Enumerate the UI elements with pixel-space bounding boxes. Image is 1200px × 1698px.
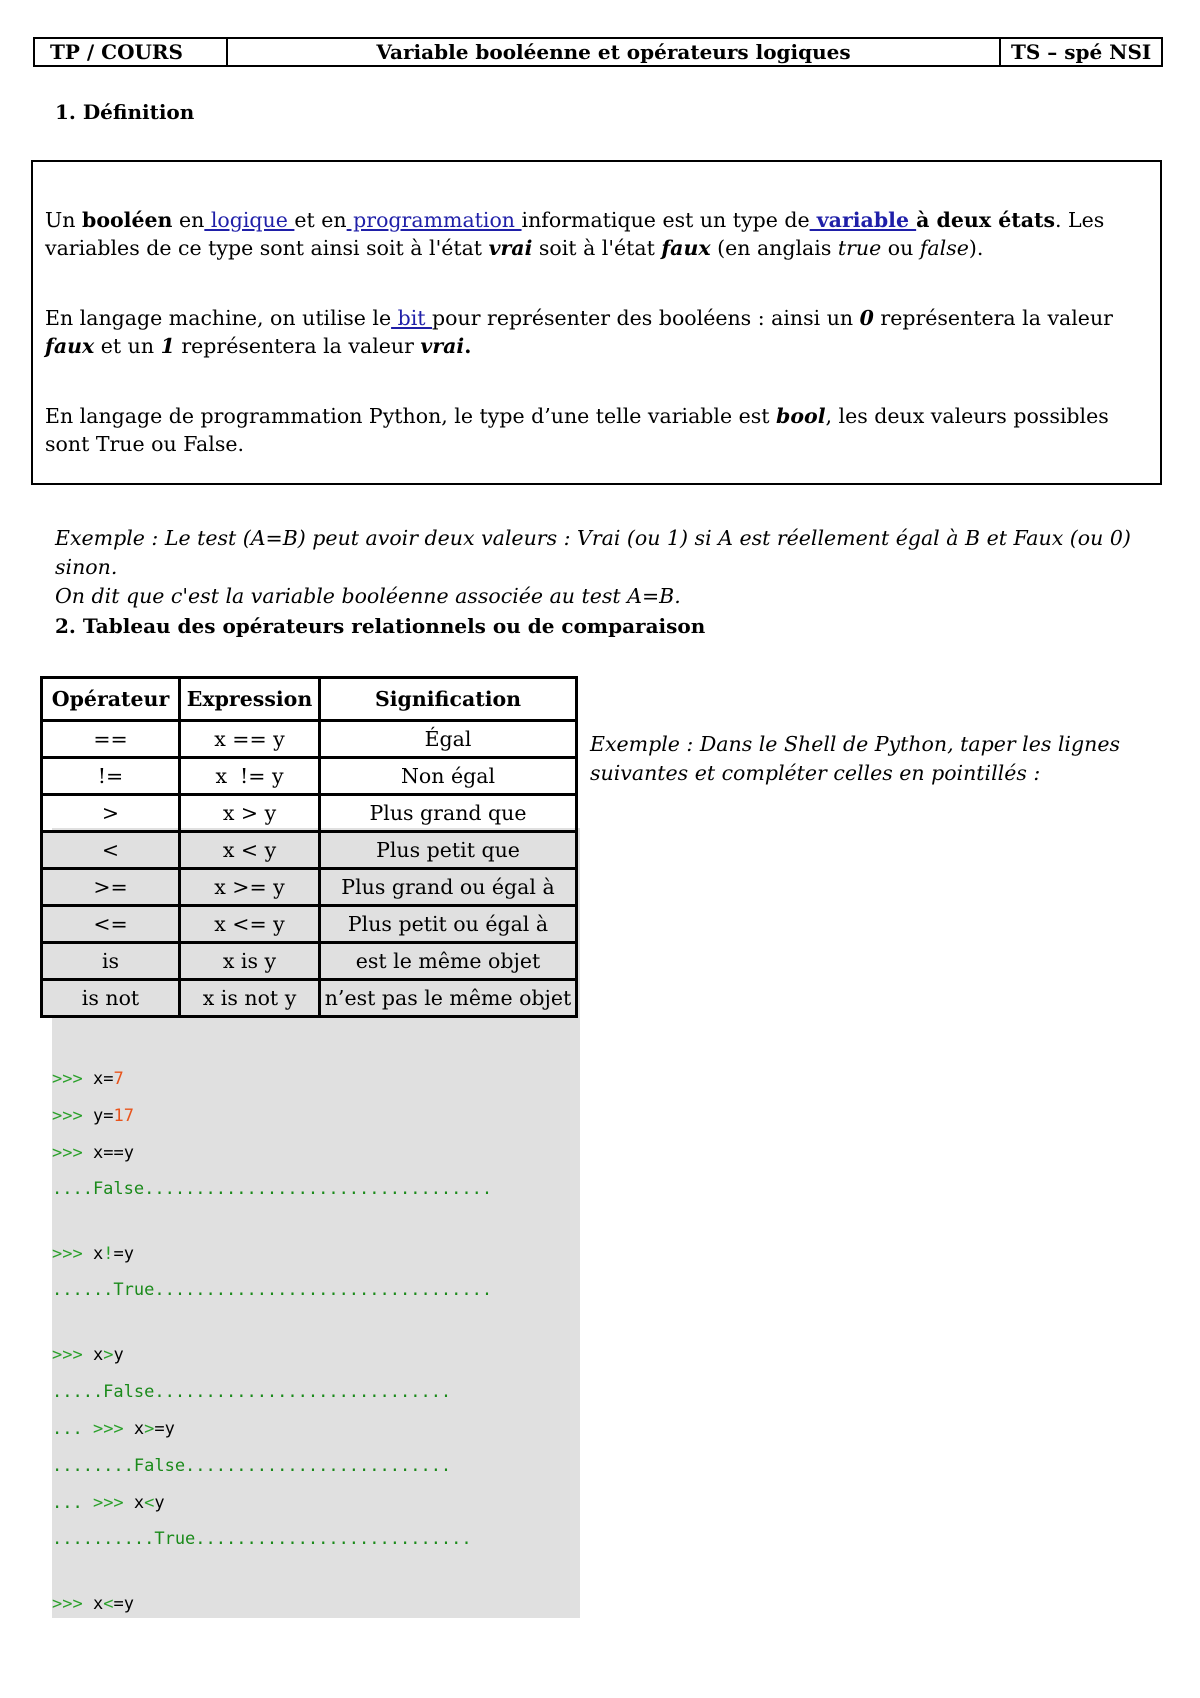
shell-answer-line: ......True................................. bbox=[52, 1280, 493, 1300]
section1-title: 1. Définition bbox=[55, 100, 195, 124]
table-header-cell: Signification bbox=[320, 678, 577, 721]
table-cell: Égal bbox=[320, 721, 577, 758]
table-cell: x == y bbox=[180, 721, 320, 758]
shell-line: >>> x!=y bbox=[52, 1244, 134, 1264]
table-cell: x <= y bbox=[180, 906, 320, 943]
table-row bbox=[42, 721, 577, 758]
table-cell: n’est pas le même objet bbox=[320, 980, 577, 1017]
table-cell: != bbox=[42, 758, 180, 795]
example-1-line-1: Exemple : Le test (A=B) peut avoir deux valeurs : Vrai (ou 1) si A est réellement égal à B et Faux (ou 0) sinon. bbox=[55, 526, 1131, 579]
link-programmation[interactable]: programmation bbox=[346, 208, 522, 232]
shell-line: ... >>> x<y bbox=[52, 1493, 165, 1513]
link-variable[interactable]: variable bbox=[809, 208, 917, 232]
table-row bbox=[42, 758, 577, 795]
shell-answer-line: .....False............................. bbox=[52, 1382, 452, 1402]
python-shell bbox=[52, 1064, 580, 1626]
header-left: TP / COURS bbox=[35, 39, 228, 65]
table-row bbox=[42, 943, 577, 980]
table-header-cell: Opérateur bbox=[42, 678, 180, 721]
table-cell: > bbox=[42, 795, 180, 832]
shell-line: >>> x==y bbox=[52, 1143, 134, 1163]
example-2-line-1: Exemple : Dans le Shell de Python, taper les lignes bbox=[590, 732, 1120, 756]
table-row bbox=[42, 795, 577, 832]
table-row bbox=[42, 832, 577, 869]
header-right: TS – spé NSI bbox=[1011, 40, 1152, 64]
shell-answer-line: ....False.................................. bbox=[52, 1179, 493, 1199]
table-row bbox=[42, 906, 577, 943]
table-cell: Plus grand ou égal à bbox=[320, 869, 577, 906]
table-cell: est le même objet bbox=[320, 943, 577, 980]
table-cell: x < y bbox=[180, 832, 320, 869]
table-row bbox=[42, 980, 577, 1017]
table-cell: is bbox=[42, 943, 180, 980]
shell-line: >>> x=7 bbox=[52, 1069, 124, 1089]
table-cell: x > y bbox=[180, 795, 320, 832]
definition-paragraph-2: En langage machine, on utilise le bit pour représenter des booléens : ainsi un 0 représentera la valeur faux et un 1 représentera la valeur vrai. bbox=[45, 306, 1113, 358]
table-cell: x != y bbox=[180, 758, 320, 795]
example-1 bbox=[55, 524, 1175, 611]
table-cell: is not bbox=[42, 980, 180, 1017]
table-cell: Plus petit que bbox=[320, 832, 577, 869]
shell-answer-line: ..........True........................... bbox=[52, 1529, 472, 1549]
table-cell: >= bbox=[42, 869, 180, 906]
table-cell: x is not y bbox=[180, 980, 320, 1017]
example-2-line-2: suivantes et compléter celles en pointillés : bbox=[590, 761, 1041, 785]
shell-line: >>> x>y bbox=[52, 1345, 124, 1365]
table-cell: <= bbox=[42, 906, 180, 943]
definition-paragraph-1: Un booléen en logique et en programmation informatique est un type de variable à deux états. Les variables de ce type sont ainsi soit à l'état vrai soit à l'état faux (en anglais true ou false). bbox=[45, 208, 1105, 260]
link-bit[interactable]: bit bbox=[391, 306, 433, 330]
table-cell: Plus petit ou égal à bbox=[320, 906, 577, 943]
table-cell: Plus grand que bbox=[320, 795, 577, 832]
table-row bbox=[42, 869, 577, 906]
table-header-cell: Expression bbox=[180, 678, 320, 721]
table-cell: Non égal bbox=[320, 758, 577, 795]
table-cell: < bbox=[42, 832, 180, 869]
header-table bbox=[33, 37, 1163, 67]
header-title: Variable booléenne et opérateurs logiques bbox=[228, 39, 1001, 65]
section2-title: 2. Tableau des opérateurs relationnels ou de comparaison bbox=[55, 614, 706, 638]
definition-box bbox=[31, 160, 1162, 485]
shell-line: ... >>> x>=y bbox=[52, 1419, 175, 1439]
example-2 bbox=[590, 730, 1150, 788]
shell-line: >>> y=17 bbox=[52, 1106, 134, 1126]
table-cell: x is y bbox=[180, 943, 320, 980]
operators-table bbox=[40, 676, 578, 1018]
shell-answer-line: ........False.......................... bbox=[52, 1456, 452, 1476]
table-cell: x >= y bbox=[180, 869, 320, 906]
example-1-line-2: On dit que c'est la variable booléenne associée au test A=B. bbox=[55, 584, 681, 608]
link-logique[interactable]: logique bbox=[204, 208, 295, 232]
table-header-row bbox=[42, 678, 577, 721]
shell-line: >>> x<=y bbox=[52, 1594, 134, 1614]
definition-paragraph-3: En langage de programmation Python, le type d’une telle variable est bool, les deux valeurs possibles sont True ou False. bbox=[45, 404, 1109, 456]
table-cell: == bbox=[42, 721, 180, 758]
